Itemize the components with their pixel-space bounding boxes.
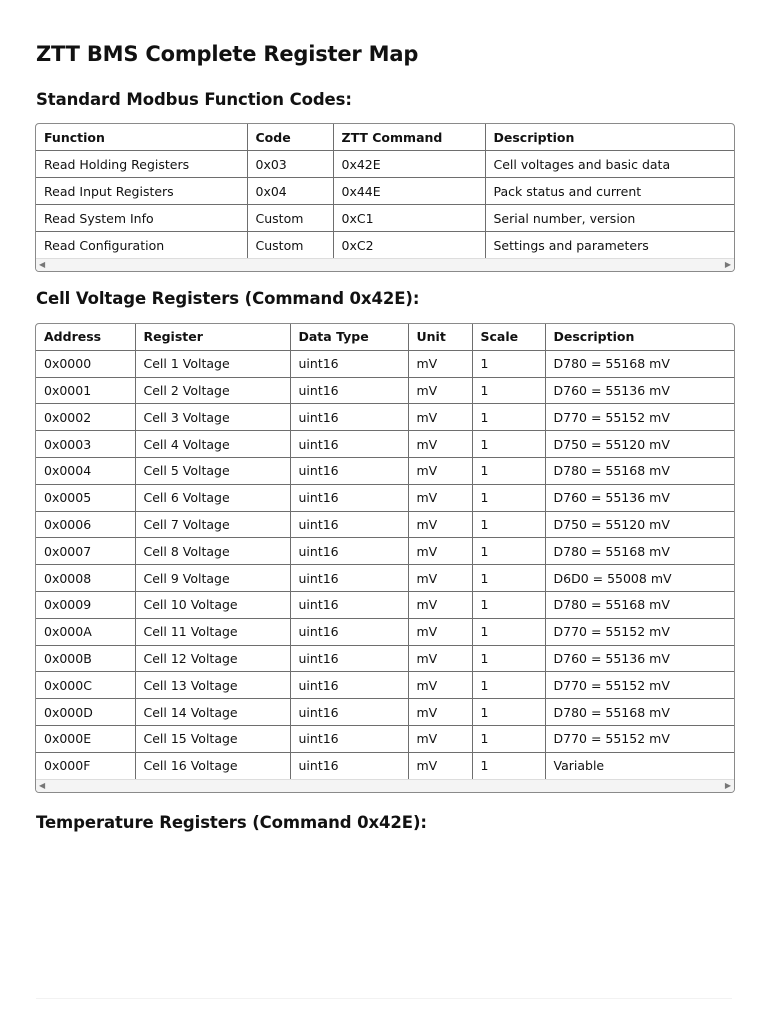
column-header: Function (36, 124, 247, 151)
table-cell: uint16 (290, 511, 408, 538)
table-cell: D770 = 55152 mV (545, 725, 734, 752)
scroll-right-icon[interactable]: ▶ (724, 260, 731, 269)
table-row (36, 645, 734, 672)
table-cell: D780 = 55168 mV (545, 591, 734, 618)
table-row (36, 591, 734, 618)
table-cell: Read Holding Registers (36, 151, 247, 178)
column-header: Description (485, 124, 734, 151)
table-cell: D770 = 55152 mV (545, 672, 734, 699)
table-cell: uint16 (290, 538, 408, 565)
table-row (36, 178, 734, 205)
page-title: ZTT BMS Complete Register Map (36, 42, 419, 66)
table-cell: Cell 12 Voltage (135, 645, 290, 672)
column-header: Address (36, 324, 135, 350)
table-cell: D780 = 55168 mV (545, 699, 734, 726)
function-codes-table-container (35, 123, 735, 272)
table-cell: mV (408, 377, 472, 404)
table-cell: Cell voltages and basic data (485, 151, 734, 178)
table-cell: uint16 (290, 565, 408, 592)
table-cell: Pack status and current (485, 178, 734, 205)
table-cell: D780 = 55168 mV (545, 350, 734, 377)
function-codes-table (36, 124, 734, 258)
table-cell: 1 (472, 752, 545, 778)
table-cell: uint16 (290, 457, 408, 484)
table-cell: D6D0 = 55008 mV (545, 565, 734, 592)
table-cell: Cell 16 Voltage (135, 752, 290, 778)
table-cell: mV (408, 404, 472, 431)
table-cell: 0x000E (36, 725, 135, 752)
table-cell: 0x0004 (36, 457, 135, 484)
table-cell: 1 (472, 431, 545, 458)
table-cell: 0x0008 (36, 565, 135, 592)
column-header: Code (247, 124, 333, 151)
column-header: Data Type (290, 324, 408, 350)
column-header: Register (135, 324, 290, 350)
table-cell: D780 = 55168 mV (545, 538, 734, 565)
table-cell: 1 (472, 457, 545, 484)
table-cell: 1 (472, 645, 545, 672)
table-cell: mV (408, 431, 472, 458)
table-cell: 1 (472, 511, 545, 538)
table-row (36, 511, 734, 538)
table-cell: Cell 13 Voltage (135, 672, 290, 699)
table-cell: D780 = 55168 mV (545, 457, 734, 484)
table-cell: mV (408, 511, 472, 538)
table-cell: 0x0001 (36, 377, 135, 404)
table-row (36, 618, 734, 645)
table-cell: Custom (247, 232, 333, 259)
scroll-left-icon[interactable]: ◀ (39, 260, 46, 269)
horizontal-scrollbar[interactable] (36, 779, 734, 792)
table-cell: Cell 2 Voltage (135, 377, 290, 404)
table-header-row (36, 324, 734, 350)
scroll-right-icon[interactable]: ▶ (724, 780, 731, 790)
divider (36, 998, 732, 999)
table-cell: 0xC2 (333, 232, 485, 259)
table-cell: 1 (472, 565, 545, 592)
table-cell: mV (408, 565, 472, 592)
table-row (36, 350, 734, 377)
table-cell: Variable (553, 758, 605, 774)
table-cell: mV (408, 350, 472, 377)
table-row (36, 232, 734, 259)
table-cell: Cell 5 Voltage (135, 457, 290, 484)
table-cell: uint16 (290, 350, 408, 377)
table-cell: Cell 8 Voltage (135, 538, 290, 565)
table-cell: mV (408, 645, 472, 672)
table-cell: Cell 7 Voltage (135, 511, 290, 538)
table-cell: mV (408, 618, 472, 645)
table-header-row (36, 124, 734, 151)
table-cell: 0x03 (247, 151, 333, 178)
table-cell: Cell 11 Voltage (135, 618, 290, 645)
table-cell: 1 (472, 404, 545, 431)
table-cell: D760 = 55136 mV (545, 377, 734, 404)
table-cell: 0x0009 (36, 591, 135, 618)
table-cell: Read Input Registers (36, 178, 247, 205)
table-cell: 0x0006 (36, 511, 135, 538)
table-cell: 0x0002 (36, 404, 135, 431)
table-cell: uint16 (290, 672, 408, 699)
table-cell: Cell 14 Voltage (135, 699, 290, 726)
section-title-temperature: Temperature Registers (Command 0x42E): (36, 813, 427, 832)
table-cell: mV (408, 672, 472, 699)
table-cell: 0xC1 (333, 205, 485, 232)
table-cell: mV (408, 591, 472, 618)
table-cell: Cell 15 Voltage (135, 725, 290, 752)
table-cell: Read System Info (36, 205, 247, 232)
table-cell: uint16 (290, 431, 408, 458)
table-row (36, 672, 734, 699)
table-row (36, 431, 734, 458)
table-cell: 0x42E (333, 151, 485, 178)
table-row (36, 484, 734, 511)
table-cell: 0x0005 (36, 484, 135, 511)
table-row (36, 457, 734, 484)
table-cell: mV (408, 538, 472, 565)
table-cell: 1 (472, 484, 545, 511)
table-cell: 1 (472, 672, 545, 699)
table-cell: D760 = 55136 mV (545, 484, 734, 511)
table-cell: uint16 (290, 591, 408, 618)
table-cell: uint16 (290, 725, 408, 752)
table-cell: mV (408, 725, 472, 752)
table-cell: mV (408, 699, 472, 726)
table-cell: mV (408, 484, 472, 511)
table-cell: Cell 4 Voltage (135, 431, 290, 458)
table-cell: uint16 (290, 645, 408, 672)
table-cell: D770 = 55152 mV (545, 404, 734, 431)
table-cell: 0x000A (36, 618, 135, 645)
table-cell: uint16 (290, 752, 408, 778)
table-cell: Read Configuration (36, 232, 247, 259)
table-row (36, 565, 734, 592)
table-cell: uint16 (290, 484, 408, 511)
table-cell: 1 (472, 350, 545, 377)
column-header: Description (545, 324, 734, 350)
table-cell: Settings and parameters (493, 237, 649, 253)
table-row (36, 725, 734, 752)
table-cell: Custom (247, 205, 333, 232)
table-cell: 1 (472, 699, 545, 726)
table-cell: 0x0000 (36, 350, 135, 377)
table-cell: 1 (472, 538, 545, 565)
cell-voltage-table (36, 324, 734, 779)
table-cell: 0x000F (36, 752, 135, 778)
column-header: Unit (408, 324, 472, 350)
table-cell: Serial number, version (485, 205, 734, 232)
scroll-left-icon[interactable]: ◀ (39, 780, 46, 790)
table-row (36, 404, 734, 431)
column-header: Scale (472, 324, 545, 350)
table-cell: Cell 6 Voltage (135, 484, 290, 511)
column-header: ZTT Command (333, 124, 485, 151)
table-row (36, 752, 734, 778)
table-cell: uint16 (290, 699, 408, 726)
table-cell: 0x04 (247, 178, 333, 205)
table-row (36, 205, 734, 232)
table-cell: D750 = 55120 mV (545, 511, 734, 538)
table-cell: 1 (472, 377, 545, 404)
table-row (36, 699, 734, 726)
table-cell: uint16 (290, 377, 408, 404)
table-cell: uint16 (290, 618, 408, 645)
table-cell: 0x0007 (36, 538, 135, 565)
table-row (36, 538, 734, 565)
table-cell: 1 (472, 591, 545, 618)
table-cell: 0x000C (36, 672, 135, 699)
table-row (36, 377, 734, 404)
table-row (36, 151, 734, 178)
table-cell: 1 (472, 618, 545, 645)
table-cell: Cell 9 Voltage (135, 565, 290, 592)
table-cell: Cell 1 Voltage (135, 350, 290, 377)
table-cell: 1 (472, 725, 545, 752)
table-cell: 0x44E (333, 178, 485, 205)
table-cell: D770 = 55152 mV (545, 618, 734, 645)
horizontal-scrollbar[interactable] (36, 258, 734, 271)
table-cell: 0x000B (36, 645, 135, 672)
section-title-function-codes: Standard Modbus Function Codes: (36, 90, 352, 109)
cell-voltage-table-container (35, 323, 735, 793)
table-cell: 0x0003 (36, 431, 135, 458)
table-cell: D750 = 55120 mV (545, 431, 734, 458)
table-cell: uint16 (290, 404, 408, 431)
section-title-cell-voltage: Cell Voltage Registers (Command 0x42E): (36, 289, 420, 308)
table-cell: 0x000D (36, 699, 135, 726)
table-cell: mV (408, 457, 472, 484)
table-cell: mV (408, 752, 472, 778)
table-cell: D760 = 55136 mV (545, 645, 734, 672)
table-cell: Cell 10 Voltage (135, 591, 290, 618)
table-cell: Cell 3 Voltage (135, 404, 290, 431)
